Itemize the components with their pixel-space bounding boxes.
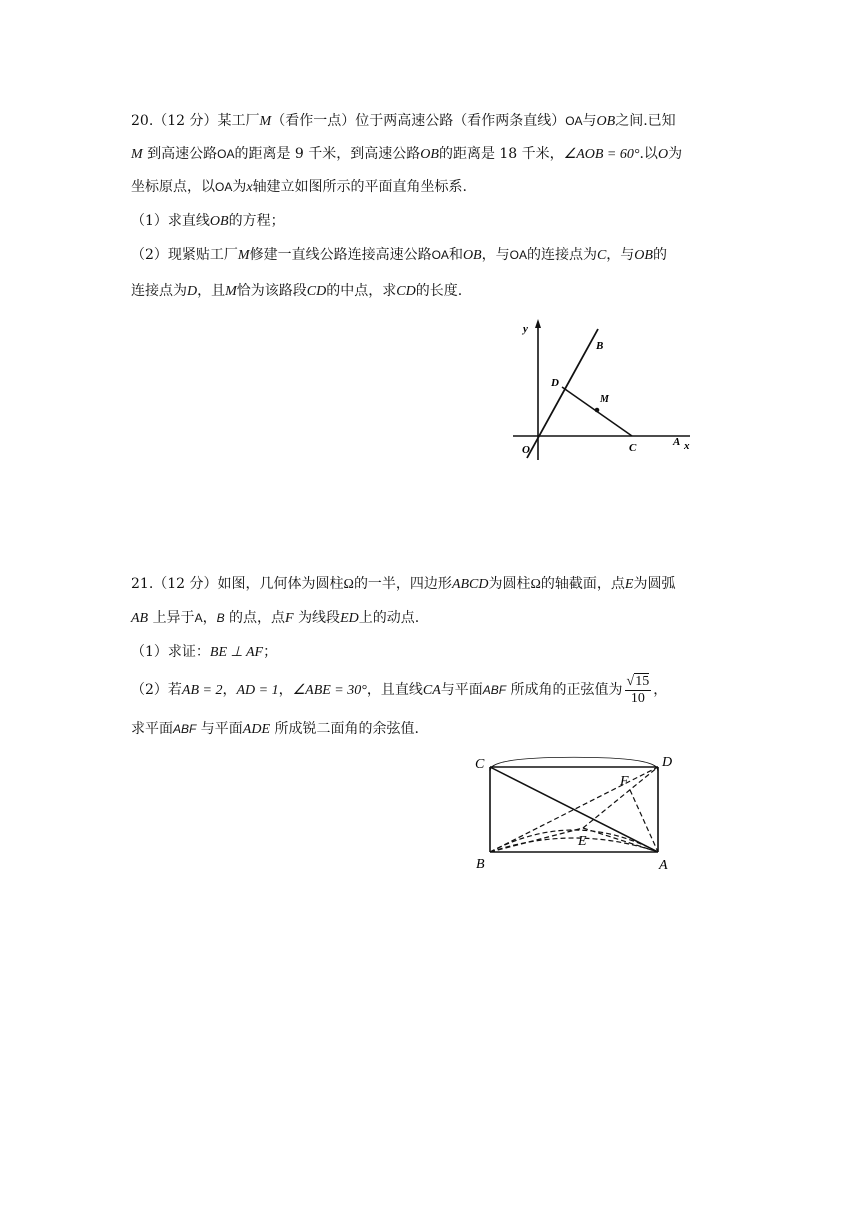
- math-abf: ABF: [482, 683, 507, 697]
- math-ed: ED: [340, 611, 359, 626]
- math-m: M: [225, 284, 237, 299]
- text: ；: [263, 644, 278, 660]
- text: 与平面: [440, 682, 483, 698]
- label-d: D: [551, 377, 559, 389]
- math-ob: OB: [634, 248, 653, 263]
- math-be-perp-af: BE ⊥ AF: [209, 645, 264, 660]
- text: ，: [202, 610, 217, 626]
- text: 连接点为: [131, 283, 187, 299]
- q21-part-2: [131, 673, 860, 708]
- text: 上的动点.: [358, 610, 420, 626]
- text: 的一半，四边形: [353, 576, 452, 592]
- math-omega: Ω: [530, 577, 541, 592]
- label-f: F: [620, 774, 629, 789]
- text: ，: [222, 682, 237, 698]
- text: 如图，几何体为圆柱: [217, 576, 344, 592]
- fraction-denominator: 10: [630, 691, 645, 706]
- segment-be: [490, 828, 583, 852]
- math-oa: OA: [565, 114, 583, 128]
- label-b: B: [476, 857, 485, 872]
- text: ，且: [197, 283, 226, 299]
- q21-part-2-cont: [131, 720, 860, 739]
- text: 恰为该路段: [236, 283, 307, 299]
- q20-part-1: [131, 212, 860, 231]
- q20-score: （12 分）: [153, 113, 218, 129]
- text: 所成角的正弦值为: [510, 682, 623, 698]
- q20-part-2: [131, 246, 860, 265]
- math-angle-aob: ∠AOB = 60°: [563, 147, 640, 162]
- text: 为线段: [298, 610, 341, 626]
- math-omega: Ω: [343, 577, 354, 592]
- math-ob: OB: [209, 214, 229, 229]
- text: 的距离是 9 千米，到高速公路: [234, 146, 421, 162]
- q20-line-1: [131, 112, 860, 131]
- q21-line-1: [131, 575, 860, 594]
- segment-fa: [630, 790, 658, 852]
- label-c: C: [629, 442, 637, 454]
- math-oa: OA: [217, 147, 235, 161]
- point-m: [595, 408, 600, 413]
- text: 为: [668, 146, 683, 162]
- q20-line-3: [131, 178, 860, 197]
- fraction-sqrt15-over-10: [625, 673, 652, 707]
- math-cd: CD: [306, 284, 327, 299]
- label-o: O: [522, 444, 530, 456]
- label-x: x: [684, 440, 690, 452]
- q21-line-2: [131, 609, 860, 628]
- math-m: M: [131, 147, 143, 162]
- top-arc: [490, 757, 658, 770]
- text: 求平面: [131, 721, 173, 737]
- q20-number: 20.: [131, 113, 154, 129]
- text: 的点，点: [229, 610, 286, 626]
- q20-part-2-cont: [131, 282, 860, 301]
- math-a: A: [194, 611, 203, 625]
- text: ，且直线: [366, 682, 423, 698]
- math-ab: AB: [131, 611, 149, 626]
- math-abcd: ABCD: [451, 577, 489, 592]
- math-angle-abe: ∠ABE = 30°: [292, 683, 367, 698]
- math-e: E: [624, 577, 634, 592]
- bottom-arc-back: [490, 830, 658, 852]
- label-e: E: [578, 834, 587, 849]
- math-oa: OA: [215, 180, 233, 194]
- label-b: B: [596, 340, 604, 352]
- q20-line-2: [131, 145, 860, 164]
- text: 为圆弧: [633, 576, 676, 592]
- math-ob: OB: [462, 248, 482, 263]
- math-ab-eq-2: AB = 2: [181, 683, 223, 698]
- math-ade: ADE: [242, 722, 271, 737]
- text: （看作一点）位于两高速公路（看作两条直线）: [271, 113, 566, 129]
- y-axis-arrow-icon: [535, 319, 541, 328]
- text: 为: [232, 179, 247, 195]
- text: 坐标原点，以: [131, 179, 215, 195]
- math-c: C: [596, 248, 607, 263]
- part-label: （1）求直线: [131, 213, 210, 229]
- text: 为圆柱: [488, 576, 531, 592]
- text: ，与: [606, 247, 635, 263]
- math-cd: CD: [396, 284, 416, 299]
- text: （2）若: [131, 682, 182, 698]
- q21-part-1: [131, 643, 860, 662]
- sqrt-radicand: 15: [635, 674, 650, 689]
- text: ，: [278, 682, 293, 698]
- math-b: B: [216, 611, 225, 625]
- text: 与平面: [200, 721, 243, 737]
- text: 上异于: [152, 610, 195, 626]
- text: 所成锐二面角的余弦值.: [274, 721, 419, 737]
- text: 的轴截面，点: [540, 576, 625, 592]
- text: 之间.已知: [615, 113, 676, 129]
- text: 的中点，求: [326, 283, 397, 299]
- math-o: O: [657, 147, 669, 162]
- part-label: （1）求证：: [131, 644, 210, 660]
- math-abf: ABF: [173, 722, 197, 736]
- text: 与: [582, 113, 597, 129]
- math-ca: CA: [422, 683, 441, 698]
- label-m: M: [600, 394, 609, 405]
- label-d: D: [662, 755, 673, 770]
- text: ，: [653, 682, 668, 698]
- text: 某工厂: [217, 113, 260, 129]
- text: 的方程；: [228, 213, 285, 229]
- q21-number: 21.: [131, 576, 154, 592]
- text: .以: [639, 146, 658, 162]
- label-y: y: [523, 323, 528, 335]
- label-a: A: [659, 858, 668, 873]
- label-a: A: [673, 436, 681, 448]
- math-ob: OB: [420, 147, 439, 162]
- math-oa: OA: [509, 248, 527, 262]
- math-ad-eq-1: AD = 1: [236, 683, 279, 698]
- math-m: M: [237, 248, 250, 263]
- math-f: F: [285, 611, 294, 626]
- text: 轴建立如图所示的平面直角坐标系.: [252, 179, 468, 195]
- text: 的长度.: [415, 283, 463, 299]
- q21-half-cylinder-figure: [470, 748, 690, 873]
- segment-ea: [583, 828, 658, 852]
- text: 到高速公路: [147, 146, 218, 162]
- text: 的连接点为: [526, 247, 597, 263]
- text: ，与: [481, 247, 510, 263]
- text: 修建一直线公路连接高速公路: [249, 247, 432, 263]
- fraction-numerator: √15: [626, 674, 650, 689]
- math-oa: OA: [431, 248, 449, 262]
- label-c: C: [475, 757, 485, 772]
- math-x: x: [246, 180, 253, 195]
- math-d: D: [187, 284, 198, 299]
- q21-score: （12 分）: [153, 576, 218, 592]
- text: （2）现紧贴工厂: [131, 247, 238, 263]
- math-m: M: [259, 114, 272, 129]
- math-ob: OB: [596, 114, 616, 129]
- text: 和: [448, 247, 463, 263]
- text: 的距离是 18 千米，: [438, 146, 564, 162]
- text: 的: [652, 247, 667, 263]
- q20-coordinate-figure: [505, 315, 705, 465]
